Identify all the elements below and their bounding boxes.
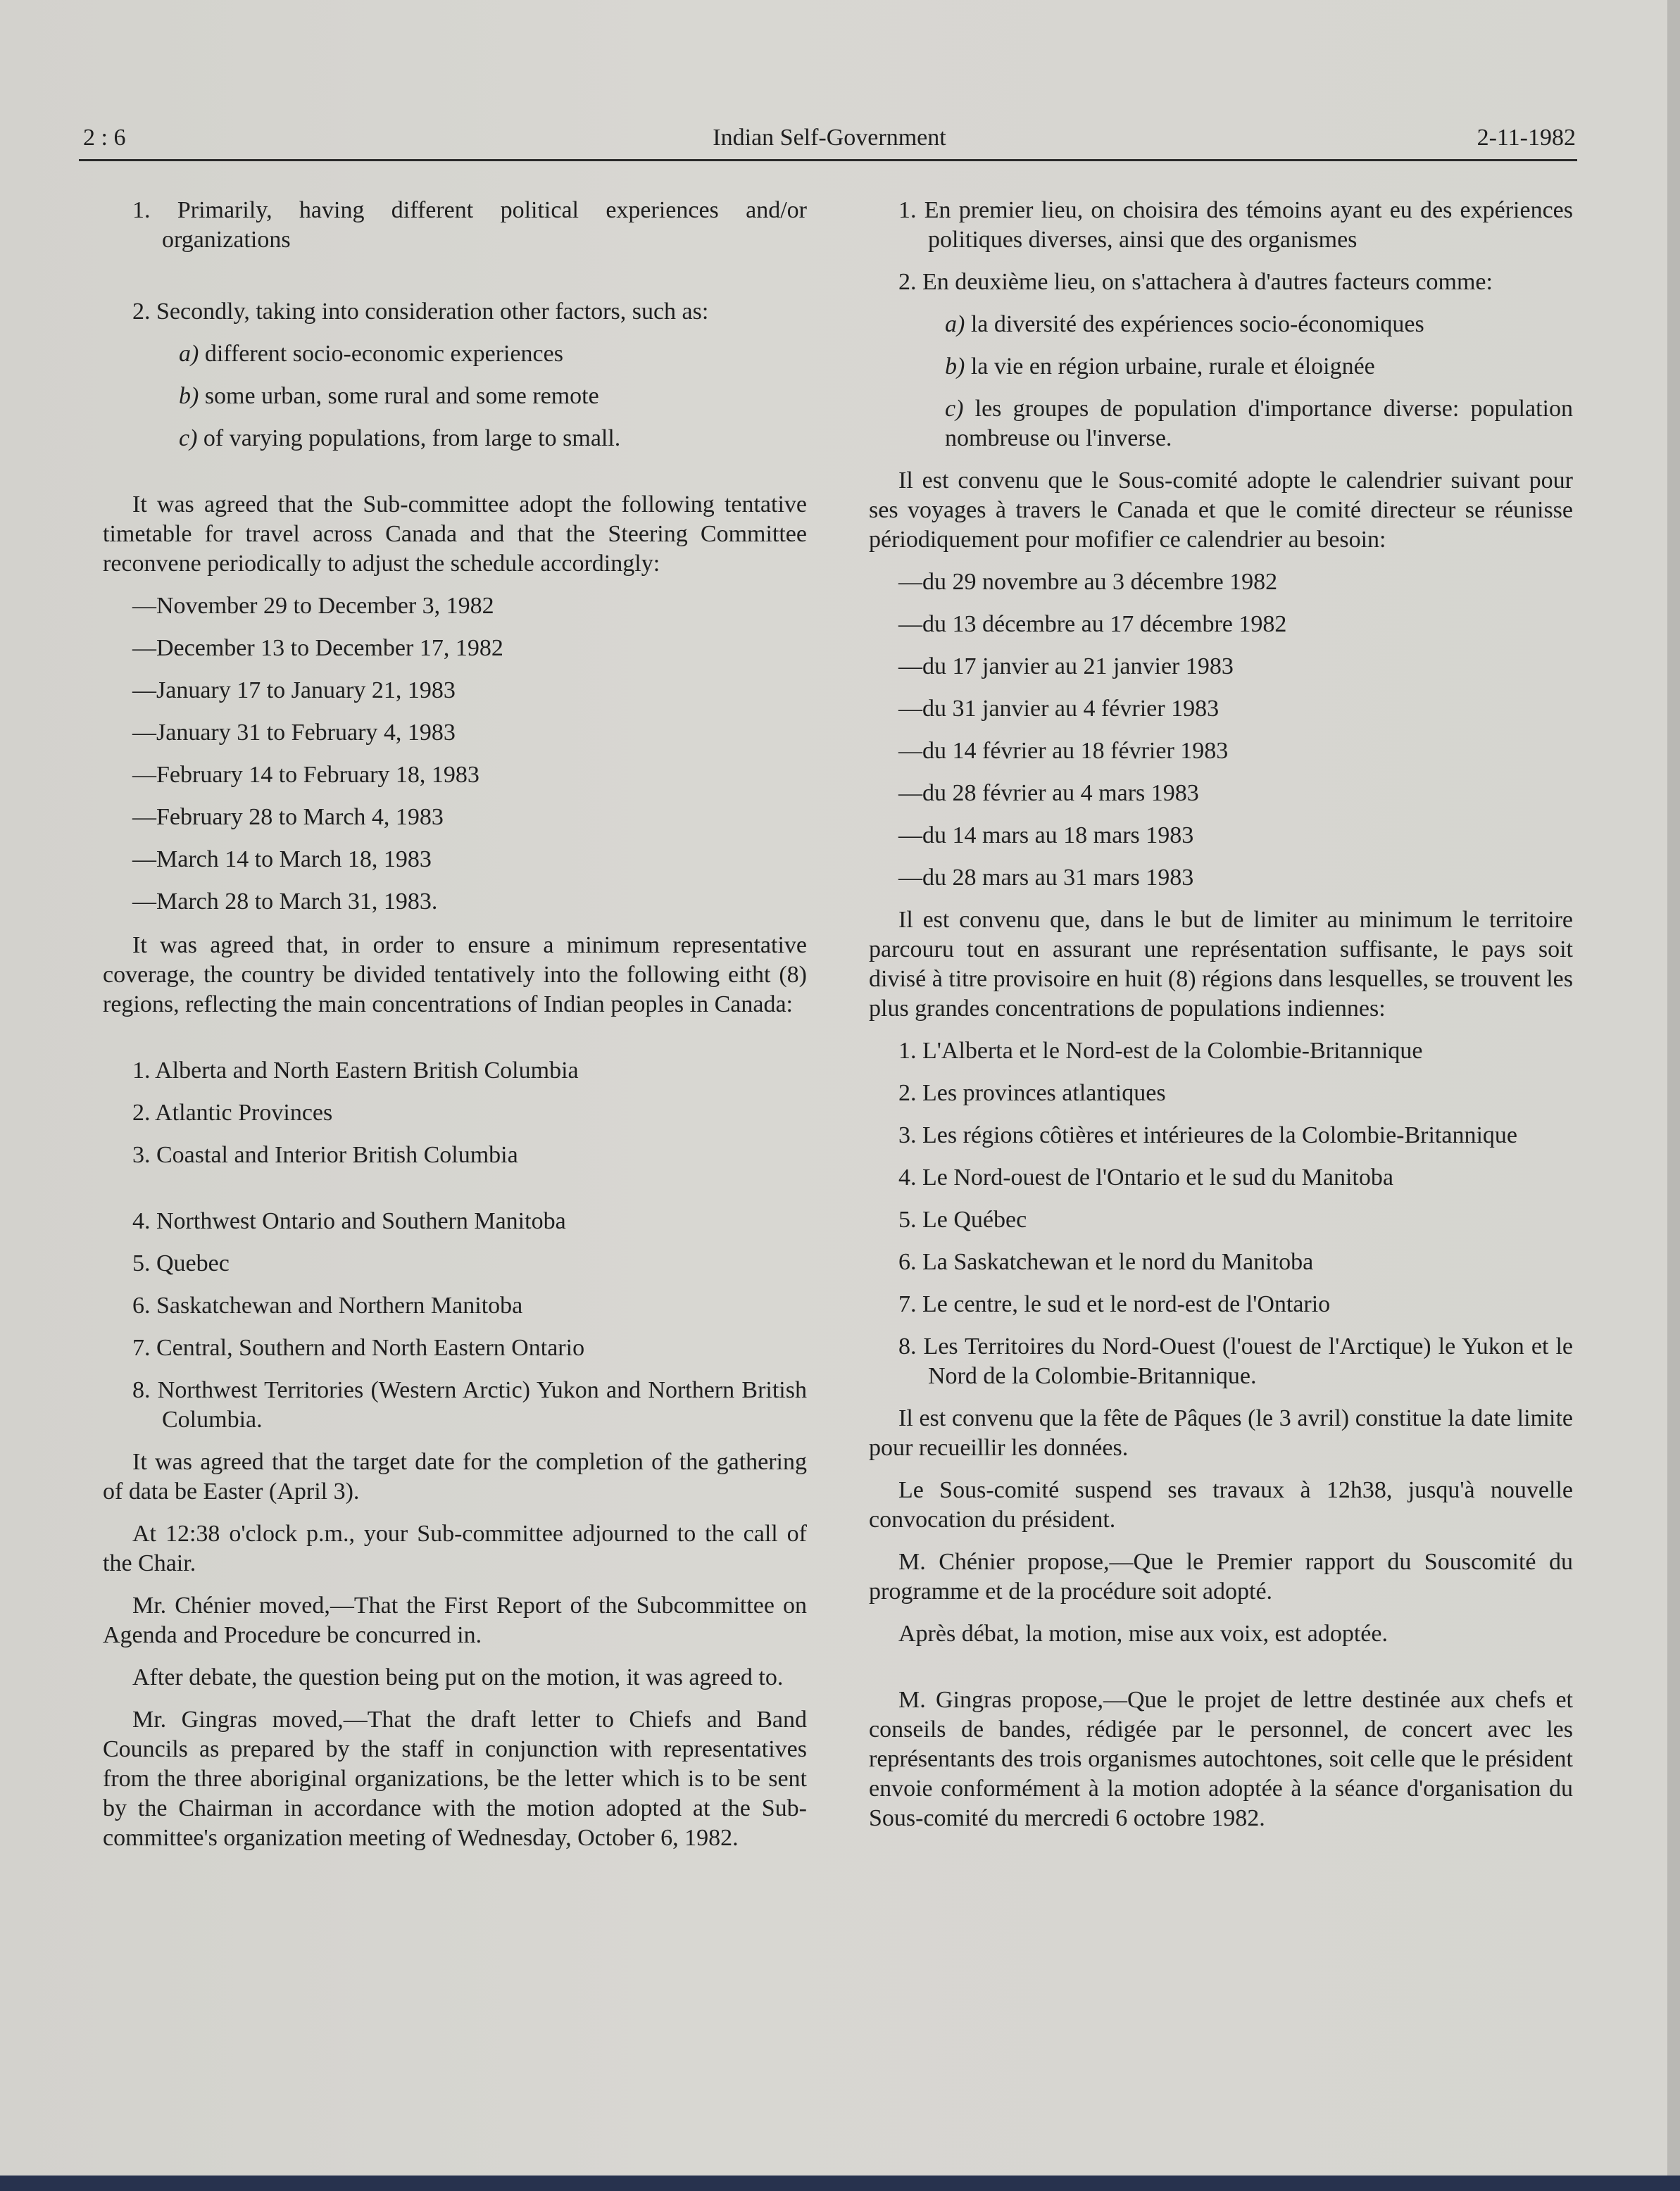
criterion-2: 2. En deuxième lieu, on s'attachera à d'autres facteurs comme: [898, 269, 1493, 295]
scan-bottom-edge [0, 2176, 1680, 2191]
region-item: 8. Les Territoires du Nord-Ouest (l'ouest de l'Arctique) le Yukon et le Nord de la Colombie-Britannique. [898, 1333, 1573, 1389]
region-item: 1. L'Alberta et le Nord-est de la Colombie-Britannique [898, 1038, 1423, 1064]
criterion-1: 1. Primarily, having different political experiences and/or organizations [132, 197, 807, 253]
region-item: 5. Quebec [132, 1250, 230, 1276]
debate-paragraph: Après débat, la motion, mise aux voix, est adoptée. [898, 1621, 1388, 1647]
criterion-1: 1. En premier lieu, on choisira des témoins ayant eu des expériences politiques diverses, ainsi que des organismes [898, 197, 1573, 253]
sub-item-text: la diversité des expériences socio-économiques [965, 311, 1424, 337]
sub-item-a [103, 339, 807, 369]
sub-item-text: les groupes de population d'importance diverse: population nombreuse ou l'inverse. [945, 396, 1573, 451]
adjournment-paragraph: Le Sous-comité suspend ses travaux à 12h38, jusqu'à nouvelle convocation du président. [869, 1477, 1573, 1533]
regions-intro: Il est convenu que, dans le but de limiter au minimum le territoire parcouru tout en assurant une représentation suffisante, le pays soit divisé à titre provisoire en huit (8) régions dans lesquelles, se trouvent les plus grandes concentrations de populations indiennes: [869, 907, 1573, 1022]
sub-item-b [103, 382, 807, 411]
date-item: —March 14 to March 18, 1983 [132, 846, 432, 872]
chenier-motion-paragraph: M. Chénier propose,—Que le Premier rapport du Souscomité du programme et de la procédure soit adopté. [869, 1549, 1573, 1605]
page-number: 2 : 6 [83, 125, 126, 151]
region-item: 2. Atlantic Provinces [132, 1100, 333, 1126]
sub-item-letter: b) [945, 353, 965, 379]
date-item: —February 28 to March 4, 1983 [132, 804, 444, 830]
date-item: —January 17 to January 21, 1983 [132, 677, 456, 703]
region-item: 8. Northwest Territories (Western Arctic) Yukon and Northern British Columbia. [132, 1377, 807, 1433]
adjournment-paragraph: At 12:38 o'clock p.m., your Sub-committee adjourned to the call of the Chair. [103, 1521, 807, 1576]
region-item: 1. Alberta and North Eastern British Columbia [132, 1057, 579, 1084]
region-item: 7. Central, Southern and North Eastern Ontario [132, 1335, 585, 1361]
sub-item-c [869, 394, 1573, 453]
date-item: —du 14 février au 18 février 1983 [898, 738, 1229, 764]
sub-item-letter: a) [179, 341, 199, 367]
date-item: —du 14 mars au 18 mars 1983 [898, 822, 1194, 848]
sub-item-a [869, 310, 1573, 339]
french-column [869, 196, 1573, 1833]
gingras-motion-paragraph: Mr. Gingras moved,—That the draft letter to Chiefs and Band Councils as prepared by the staff in conjunction with representatives from the three aboriginal organizations, be the letter which is to be sent by the Chairman in accordance with the motion adopted at the Sub-committee's organization meeting of Wednesday, October 6, 1982. [103, 1707, 807, 1851]
region-item: 3. Coastal and Interior British Columbia [132, 1142, 518, 1168]
sub-item-text: la vie en région urbaine, rurale et éloignée [965, 353, 1375, 379]
criterion-2: 2. Secondly, taking into consideration other factors, such as: [132, 299, 709, 325]
region-item: 4. Northwest Ontario and Southern Manitoba [132, 1208, 566, 1234]
date-item: —du 17 janvier au 21 janvier 1983 [898, 653, 1234, 679]
region-item: 4. Le Nord-ouest de l'Ontario et le sud du Manitoba [898, 1164, 1393, 1191]
page-header [83, 120, 1576, 156]
sub-item-text: of varying populations, from large to small. [197, 425, 621, 451]
date-item: —du 28 février au 4 mars 1983 [898, 780, 1199, 806]
sub-item-letter: b) [179, 383, 199, 409]
header-rule [79, 159, 1577, 161]
region-item: 6. La Saskatchewan et le nord du Manitoba [898, 1249, 1314, 1275]
date-item: —December 13 to December 17, 1982 [132, 635, 503, 661]
target-date-paragraph: It was agreed that the target date for the completion of the gathering of data be Easter (April 3). [103, 1449, 807, 1505]
target-date-paragraph: Il est convenu que la fête de Pâques (le 3 avril) constitue la date limite pour recueillir les données. [869, 1405, 1573, 1461]
date-item: —du 29 novembre au 3 décembre 1982 [898, 569, 1278, 595]
debate-paragraph: After debate, the question being put on the motion, it was agreed to. [132, 1664, 784, 1690]
region-item: 3. Les régions côtières et intérieures de la Colombie-Britannique [898, 1122, 1518, 1148]
chenier-motion-paragraph: Mr. Chénier moved,—That the First Report of the Subcommittee on Agenda and Procedure be concurred in. [103, 1593, 807, 1648]
timetable-intro: Il est convenu que le Sous-comité adopte le calendrier suivant pour ses voyages à travers le Canada et que le comité directeur se réunisse périodiquement pour mofifier ce calendrier au besoin: [869, 467, 1573, 553]
date-item: —January 31 to February 4, 1983 [132, 720, 456, 746]
region-item: 6. Saskatchewan and Northern Manitoba [132, 1293, 523, 1319]
sub-item-c [103, 424, 807, 453]
english-column [103, 196, 807, 1853]
region-item: 7. Le centre, le sud et le nord-est de l'Ontario [898, 1291, 1331, 1317]
sub-item-letter: a) [945, 311, 965, 337]
date-item: —March 28 to March 31, 1983. [132, 889, 438, 915]
running-title: Indian Self-Government [713, 125, 946, 151]
sub-item-letter: c) [179, 425, 198, 451]
sub-item-b [869, 352, 1573, 382]
sub-item-letter: c) [945, 396, 964, 422]
header-date: 2-11-1982 [1477, 125, 1576, 151]
region-item: 5. Le Québec [898, 1207, 1027, 1233]
date-item: —du 28 mars au 31 mars 1983 [898, 865, 1194, 891]
date-item: —November 29 to December 3, 1982 [132, 593, 494, 619]
gingras-motion-paragraph: M. Gingras propose,—Que le projet de lettre destinée aux chefs et conseils de bandes, rédigée par le personnel, de concert avec les représentants des trois organismes autochtones, soit celle que le président envoie conformément à la motion adoptée à la séance d'organisation du Sous-comité du mercredi 6 octobre 1982. [869, 1687, 1573, 1831]
date-item: —du 31 janvier au 4 février 1983 [898, 696, 1220, 722]
region-item: 2. Les provinces atlantiques [898, 1080, 1166, 1106]
date-item: —February 14 to February 18, 1983 [132, 762, 479, 788]
regions-intro: It was agreed that, in order to ensure a minimum representative coverage, the country be divided tentatively into the following eitht (8) regions, reflecting the main concentrations of Indian peoples in Canada: [103, 932, 807, 1017]
date-item: —du 13 décembre au 17 décembre 1982 [898, 611, 1287, 637]
binding-edge [1667, 0, 1680, 2191]
sub-item-text: different socio-economic experiences [199, 341, 563, 367]
timetable-intro: It was agreed that the Sub-committee adopt the following tentative timetable for travel across Canada and that the Steering Committee reconvene periodically to adjust the schedule accordingly: [103, 491, 807, 577]
sub-item-text: some urban, some rural and some remote [199, 383, 599, 409]
